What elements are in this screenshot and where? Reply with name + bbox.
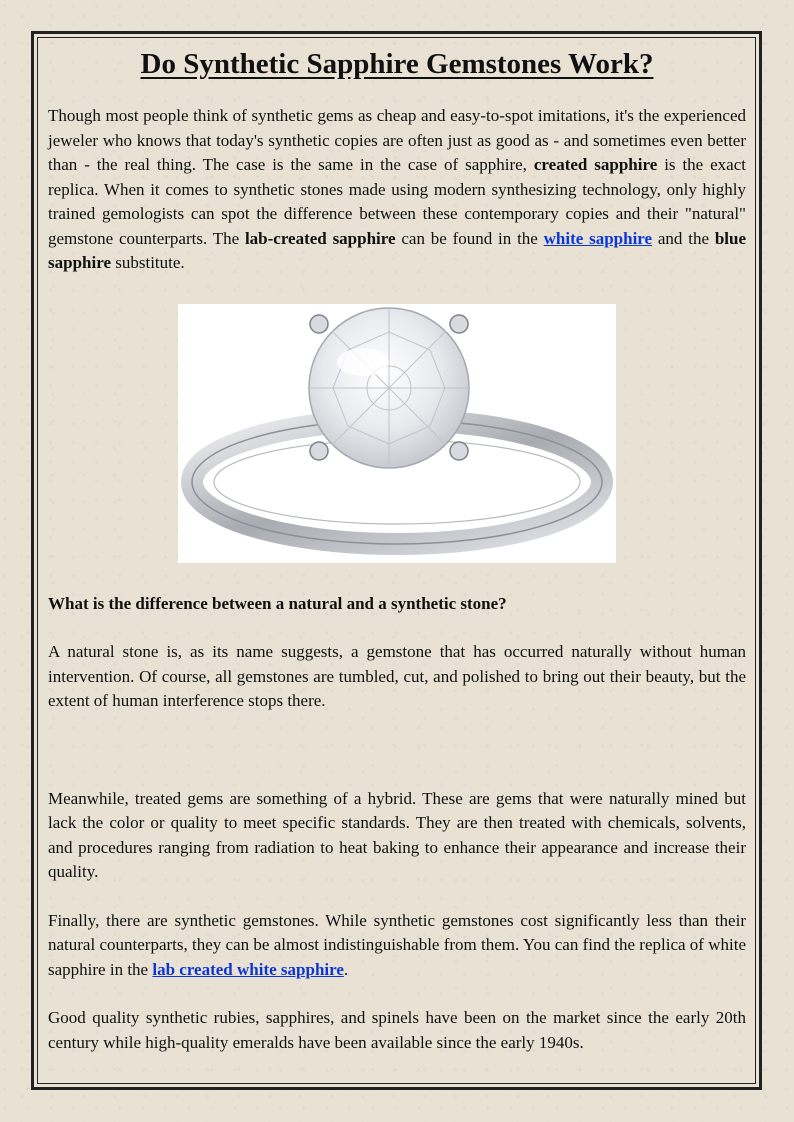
page-title: Do Synthetic Sapphire Gemstones Work? xyxy=(140,48,654,80)
intro-text-2: is the exact replica. When it comes to synthetic stones made using modern synthesizing technology, only highly trained gemologists can spot the difference between these contemporary copies and their "natural" gemstone counterparts. The xyxy=(48,155,746,248)
lab-created-sapphire-bold: lab-created sapphire xyxy=(244,228,396,248)
synthetic-text-2: . xyxy=(343,959,349,979)
quality-history-paragraph: Good quality synthetic rubies, sapphires, and spinels have been on the market since the early 20th century while high-quality emeralds have been available since the early 1940s. xyxy=(48,1008,746,1052)
lab-created-white-sapphire-link[interactable]: lab created white sapphire xyxy=(152,959,344,979)
intro-text-5: substitute. xyxy=(111,253,185,272)
synthetic-gems-paragraph xyxy=(48,909,746,983)
ring-image xyxy=(178,304,616,563)
section-heading: What is the difference between a natural and a synthetic stone? xyxy=(48,593,507,613)
natural-stone-paragraph: A natural stone is, as its name suggests, a gemstone that has occurred naturally without human intervention. Of course, all gemstones are tumbled, cut, and polished to bring out their beauty, but the extent of human interference stops there. xyxy=(48,642,746,710)
intro-text-1: Though most people think of synthetic gems as cheap and easy-to-spot imitations, it's the experienced jeweler who knows that today's synthetic copies are often just as good as - and sometimes even better than - the real thing. The case is the same in the case of sapphire, xyxy=(48,106,746,174)
treated-gems-paragraph: Meanwhile, treated gems are something of a hybrid. These are gems that were naturally mined but lack the color or quality to meet specific standards. They are then treated with chemicals, solvents, and procedures ranging from radiation to heat baking to enhance their appearance and increase their quality. xyxy=(48,788,746,881)
synthetic-text-1: Finally, there are synthetic gemstones. While synthetic gemstones cost significantly less than their natural counterparts, they can be almost indistinguishable from them. You can find the replica of white sapphire in the xyxy=(48,910,746,979)
white-sapphire-ring-illustration xyxy=(178,304,616,563)
intro-paragraph xyxy=(48,104,746,276)
blue-sapphire-bold: blue sapphire xyxy=(48,228,746,272)
white-sapphire-link[interactable]: white sapphire xyxy=(543,228,653,248)
intro-text-4: and the xyxy=(652,228,715,248)
created-sapphire-bold: created sapphire xyxy=(533,155,658,174)
document-body xyxy=(48,46,746,1055)
intro-text-3: can be found in the xyxy=(395,228,544,248)
